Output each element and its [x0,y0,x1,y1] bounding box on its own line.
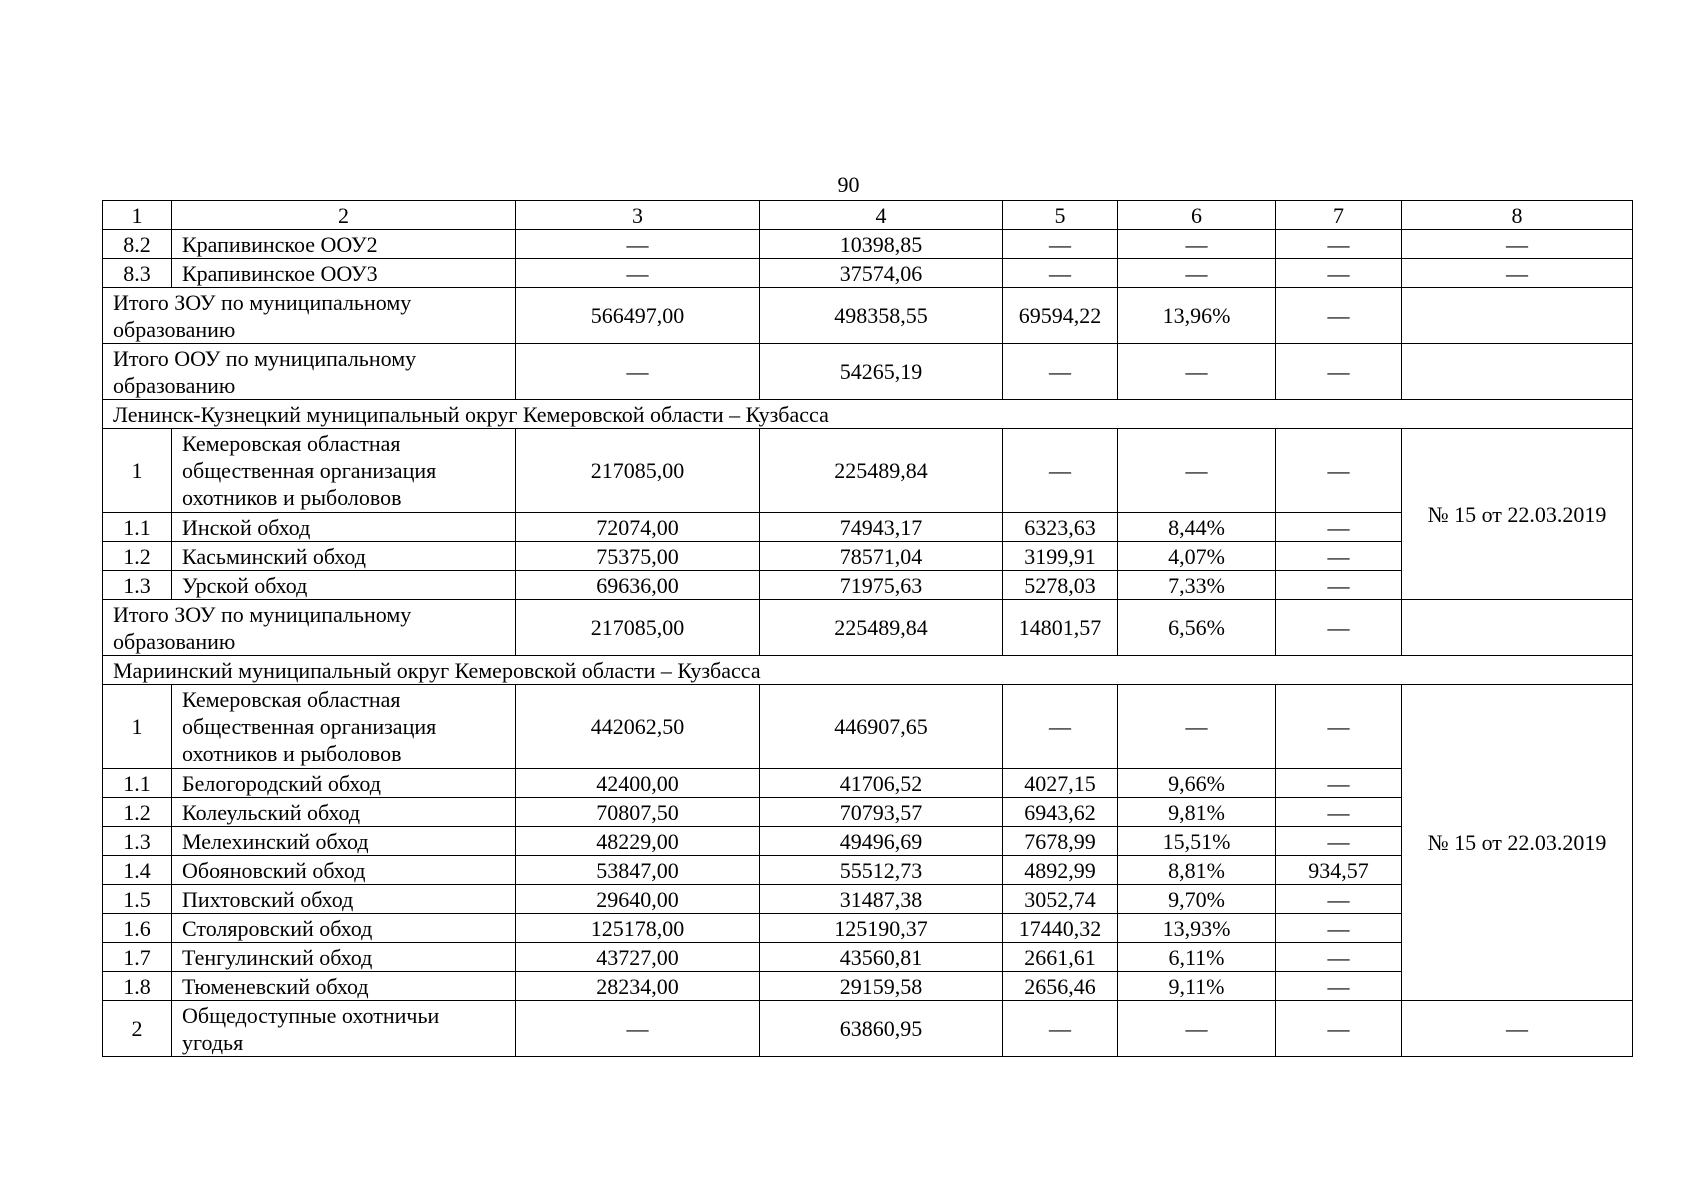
region-heading: Ленинск-Кузнецкий муниципальный округ Кемеровской области – Кузбасса [103,400,1633,429]
table-cell [1402,344,1633,400]
row-name: Урской обход [172,571,516,600]
total-label: Итого ЗОУ по муниципальному образованию [103,600,516,656]
region-row [103,656,1633,685]
table-cell: 6,56% [1118,600,1276,656]
table-row [103,429,1633,513]
table-cell: 4892,99 [1003,856,1118,885]
row-number: 1.4 [103,856,172,885]
table-cell: 9,11% [1118,972,1276,1001]
row-name: Белогородский обход [172,769,516,798]
header-cell: 4 [760,201,1003,230]
table-cell: — [1276,914,1402,943]
table-cell: 29159,58 [760,972,1003,1001]
table-cell: — [1118,344,1276,400]
table-cell: — [1276,769,1402,798]
row-number: 1.1 [103,769,172,798]
table-cell: 4,07% [1118,542,1276,571]
table-row [103,259,1633,288]
table-cell: — [516,344,760,400]
row-number: 1.8 [103,972,172,1001]
row-name: Обояновский обход [172,856,516,885]
table-cell: — [516,1001,760,1057]
page-number: 90 [837,172,860,197]
table-cell: 217085,00 [516,600,760,656]
table-cell: 5278,03 [1003,571,1118,600]
table-cell: 2661,61 [1003,943,1118,972]
row-name: Общедоступные охотничьи угодья [172,1001,516,1057]
table-cell: — [1276,885,1402,914]
table-cell: — [1276,685,1402,769]
table-cell: 125178,00 [516,914,760,943]
table-row [103,230,1633,259]
table-cell: — [1003,344,1118,400]
table-cell: 6323,63 [1003,513,1118,542]
table-cell: 15,51% [1118,827,1276,856]
table-cell: 9,70% [1118,885,1276,914]
table-cell: 498358,55 [760,288,1003,344]
table-cell: 3052,74 [1003,885,1118,914]
table-cell: — [1402,230,1633,259]
table-cell: 70793,57 [760,798,1003,827]
table-cell: — [1003,685,1118,769]
total-label: Итого ООУ по муниципальному образованию [103,344,516,400]
row-number: 1.5 [103,885,172,914]
header-row [103,201,1633,230]
table-cell: 53847,00 [516,856,760,885]
table-cell: 69636,00 [516,571,760,600]
header-cell: 2 [172,201,516,230]
table-cell: 225489,84 [760,429,1003,513]
table-cell: 9,66% [1118,769,1276,798]
table-cell: — [1003,230,1118,259]
table-cell: 78571,04 [760,542,1003,571]
table-cell: — [1276,429,1402,513]
table-cell: 48229,00 [516,827,760,856]
row-name: Столяровский обход [172,914,516,943]
table-cell: 225489,84 [760,600,1003,656]
table-cell [1402,600,1633,656]
table-cell: — [1118,1001,1276,1057]
row-number: 1 [103,429,172,513]
table-cell: 446907,65 [760,685,1003,769]
table-cell: — [1118,230,1276,259]
row-name: Крапивинское ООУ2 [172,230,516,259]
table-cell: — [1003,1001,1118,1057]
table-cell: — [1003,259,1118,288]
row-number: 1.2 [103,542,172,571]
header-cell: 7 [1276,201,1402,230]
table-cell: — [1276,513,1402,542]
table-cell: 28234,00 [516,972,760,1001]
row-number: 1.3 [103,827,172,856]
header-cell: 5 [1003,201,1118,230]
table-cell: 6,11% [1118,943,1276,972]
row-name: Касьминский обход [172,542,516,571]
table-cell: 14801,57 [1003,600,1118,656]
table-cell: 8,81% [1118,856,1276,885]
table-cell: 13,96% [1118,288,1276,344]
table-cell: — [1402,259,1633,288]
table-cell: — [1118,259,1276,288]
table-cell: 74943,17 [760,513,1003,542]
table-cell: 31487,38 [760,885,1003,914]
table-cell: — [1402,1001,1633,1057]
row-name: Инской обход [172,513,516,542]
row-number: 8.2 [103,230,172,259]
row-number: 2 [103,1001,172,1057]
table-row [103,1001,1633,1057]
row-name: Кемеровская областная общественная организация охотников и рыболовов [172,429,516,513]
row-name: Крапивинское ООУ3 [172,259,516,288]
table-cell: 42400,00 [516,769,760,798]
table-cell: 6943,62 [1003,798,1118,827]
table-cell: 41706,52 [760,769,1003,798]
total-label: Итого ЗОУ по муниципальному образованию [103,288,516,344]
table-cell: — [1003,429,1118,513]
table-cell: 70807,50 [516,798,760,827]
table-cell: — [1276,1001,1402,1057]
table-cell: 3199,91 [1003,542,1118,571]
table-cell: — [1276,827,1402,856]
row-name: Тенгулинский обход [172,943,516,972]
row-number: 1 [103,685,172,769]
table-cell: 72074,00 [516,513,760,542]
document-reference: № 15 от 22.03.2019 [1402,685,1633,1001]
table-cell: 10398,85 [760,230,1003,259]
table-cell: 9,81% [1118,798,1276,827]
row-number: 1.2 [103,798,172,827]
table-cell: 13,93% [1118,914,1276,943]
table-cell: 43727,00 [516,943,760,972]
table-cell: 566497,00 [516,288,760,344]
table-cell: — [1118,429,1276,513]
table-cell: 7,33% [1118,571,1276,600]
table-cell: — [1276,259,1402,288]
row-number: 8.3 [103,259,172,288]
table-cell [1402,288,1633,344]
region-row [103,400,1633,429]
table-cell: — [1276,600,1402,656]
table-cell: 37574,06 [760,259,1003,288]
table-cell: — [516,230,760,259]
table-cell: — [1276,798,1402,827]
total-row [103,600,1633,656]
table-cell: 125190,37 [760,914,1003,943]
header-cell: 8 [1402,201,1633,230]
row-name: Пихтовский обход [172,885,516,914]
table-cell: — [1276,230,1402,259]
row-name: Кемеровская областная общественная организация охотников и рыболовов [172,685,516,769]
row-number: 1.7 [103,943,172,972]
header-cell: 3 [516,201,760,230]
row-name: Колеульский обход [172,798,516,827]
header-cell: 1 [103,201,172,230]
table-cell: 217085,00 [516,429,760,513]
table-cell: 442062,50 [516,685,760,769]
total-row [103,288,1633,344]
table-cell: 17440,32 [1003,914,1118,943]
table-cell: — [1276,542,1402,571]
table-cell: 7678,99 [1003,827,1118,856]
table-cell: 8,44% [1118,513,1276,542]
table-cell: 71975,63 [760,571,1003,600]
table-cell: 4027,15 [1003,769,1118,798]
table-row [103,685,1633,769]
table-cell: 43560,81 [760,943,1003,972]
row-number: 1.3 [103,571,172,600]
table-cell: — [1276,571,1402,600]
table-cell: 2656,46 [1003,972,1118,1001]
table-cell: — [516,259,760,288]
table-cell: 55512,73 [760,856,1003,885]
table-cell: 54265,19 [760,344,1003,400]
document-reference: № 15 от 22.03.2019 [1402,429,1633,600]
data-table [102,200,1633,1057]
table-cell: — [1276,972,1402,1001]
table-cell: — [1118,685,1276,769]
table-cell: — [1276,943,1402,972]
table-cell: 75375,00 [516,542,760,571]
region-heading: Мариинский муниципальный округ Кемеровской области – Кузбасса [103,656,1633,685]
row-number: 1.1 [103,513,172,542]
table-cell: 63860,95 [760,1001,1003,1057]
table-cell: 29640,00 [516,885,760,914]
row-name: Мелехинский обход [172,827,516,856]
total-row [103,344,1633,400]
table-cell: — [1276,288,1402,344]
table-cell: 49496,69 [760,827,1003,856]
row-name: Тюменевский обход [172,972,516,1001]
table-cell: 69594,22 [1003,288,1118,344]
table-cell: 934,57 [1276,856,1402,885]
row-number: 1.6 [103,914,172,943]
table-cell: — [1276,344,1402,400]
header-cell: 6 [1118,201,1276,230]
